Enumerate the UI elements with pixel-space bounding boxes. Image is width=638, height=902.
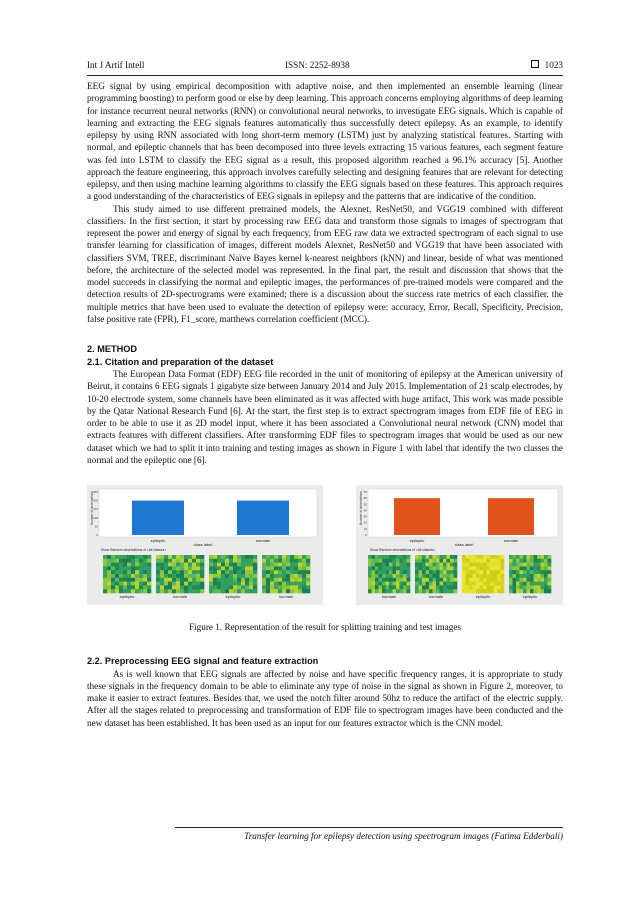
footer-rule bbox=[175, 827, 563, 828]
right-sample-label-1: normale bbox=[381, 594, 397, 599]
paragraph-1: EEG signal by using empirical decomposition with adaptive noise, and then implemented an ensemble learning (linear programming boosting) to perform good or else by deep learning. This approach concerns employing algorithms of deep learning for instance recurrent neural networks (RNN) or convolutional neural networks, to investigate EEG signals. Which is capable of learning and extracting the EEG signals features automatically thus successfully detect epilepsy. As an example, to identify epilepsy by using RNN associated with long short-term memory (LSTM) just by analyzing statistical features. Starting with normal, and epileptic channels that has been decomposed into three levels extracting 15 various features, each segment feature was fed into LSTM to classify the EEG signal as a result, this proposed algorithm reached a 96.1% accuracy [5]. Another approach the feature engineering, this approach involves carefully selecting and designing features that are relevant for detecting epilepsy, and then using machine learning algorithms to classify the EEG signals based on these features. This approach requires a good understanding of the characteristics of EEG signals in epilepsy and the patterns that are indicative of the condition. bbox=[87, 81, 563, 202]
paper-body bbox=[87, 80, 563, 729]
right-sample-label-2: normale bbox=[428, 594, 444, 599]
header-rule bbox=[87, 75, 563, 76]
figure-1-caption: Figure 1. Representation of the result for splitting training and test images bbox=[189, 622, 461, 632]
right-spectrogram-thumb-3 bbox=[462, 555, 504, 593]
left-spectrogram-thumb-1 bbox=[103, 555, 151, 593]
left-bar-label-normale: normale bbox=[255, 538, 271, 543]
left-sample-label-4: normale bbox=[278, 594, 294, 599]
page-number: 1023 bbox=[544, 60, 563, 70]
right-spectrogram-thumb-1 bbox=[368, 555, 410, 593]
left-bar-normale bbox=[237, 501, 289, 535]
right-samples-title: Show Random observations of <All classes> bbox=[370, 548, 436, 552]
right-y-tick-20: 20 bbox=[363, 520, 367, 525]
right-sample-label-4: epileptic bbox=[522, 594, 538, 599]
left-bar-epileptic bbox=[132, 501, 184, 535]
left-bar-label-epileptic: epileptic bbox=[150, 538, 166, 543]
left-spectrogram-thumb-3 bbox=[209, 555, 257, 593]
right-y-tick-70: 70 bbox=[363, 490, 367, 494]
right-spectrogram-thumb-2 bbox=[415, 555, 457, 593]
right-bar-normale bbox=[488, 498, 534, 535]
figure-panel-right bbox=[356, 485, 563, 605]
right-y-tick-40: 40 bbox=[363, 508, 367, 513]
right-panel-svg bbox=[356, 485, 563, 605]
left-y-tick-100: 100 bbox=[92, 515, 98, 520]
right-bar-label-normale: normale bbox=[503, 538, 519, 543]
right-y-tick-30: 30 bbox=[363, 514, 367, 519]
subsection-heading-preprocessing: 2.2. Preprocessing EEG signal and feature extraction bbox=[87, 656, 319, 666]
subsection-heading-dataset: 2.1. Citation and preparation of the dataset bbox=[87, 356, 274, 367]
left-spectrogram-thumb-2 bbox=[156, 555, 204, 593]
left-xlabel: class label bbox=[193, 542, 213, 547]
left-sample-label-1: epileptic bbox=[119, 594, 135, 599]
paragraph-2: This study aimed to use different pretrained models, the Alexnet, ResNet50, and VGG19 combined with different classifiers. In the first section, it start by processing raw EEG data and transform those signals to images of spectrogram that represent the power and energy of signal by each frequency, from EEG raw data we extracted spectrogram of each signal to use transfer learning for classification of images, different models Alexnet, ResNet50 and VGG19 that have been associated with classifiers SVM, TREE, discriminant Naïve Bayes kernel k-nearest neighbors (kNN) and linear, beside of what was mentioned before, the architecture of the selected model was represented. In the final part, the result and discussion that shows that the model succeeds in classifying the normal and epileptic images, the performances of pre-trained models were compared and the detection results of 2D-spectrograms were examined; there is a discussion about the success rate metrics of each classifier. the multiple metrics that have been used to evaluate the detection of epilepsy were: accuracy, Error, Recall, Specificity, Precision, false positive rate (FPR), F1_score, matthews correlation coefficient (MCC). bbox=[87, 203, 563, 324]
figure-1 bbox=[87, 485, 563, 605]
left-y-tick-250: 250 bbox=[92, 490, 98, 494]
left-panel-svg bbox=[87, 485, 323, 605]
right-y-tick-50: 50 bbox=[363, 502, 367, 507]
right-y-tick-10: 10 bbox=[363, 526, 367, 531]
page-number-block bbox=[531, 60, 563, 70]
left-y-tick-50: 50 bbox=[94, 524, 98, 529]
left-y-tick-0: 0 bbox=[96, 533, 98, 537]
right-xlabel: class label bbox=[454, 542, 474, 547]
left-sample-label-2: normale bbox=[172, 594, 188, 599]
checkbox-square-icon bbox=[531, 60, 539, 68]
right-sample-label-3: epileptic bbox=[475, 594, 491, 599]
running-footer: Transfer learning for epilepsy detection using spectrogram images (Fatima Edderbali) bbox=[244, 831, 563, 841]
issn: ISSN: 2252-8938 bbox=[285, 60, 350, 70]
left-y-tick-200: 200 bbox=[92, 498, 98, 503]
left-ylabel: Number of observations bbox=[90, 491, 94, 525]
right-spectrogram-thumb-4 bbox=[509, 555, 551, 593]
right-y-tick-0: 0 bbox=[365, 533, 367, 537]
journal-name: Int J Artif Intell bbox=[87, 60, 145, 70]
running-header bbox=[87, 60, 563, 74]
left-spectrogram-thumb-4 bbox=[262, 555, 310, 593]
left-y-tick-150: 150 bbox=[92, 507, 98, 512]
figure-panel-left bbox=[87, 485, 323, 605]
right-bar-epileptic bbox=[394, 498, 440, 535]
right-bar-label-epileptic: epileptic bbox=[409, 538, 425, 543]
left-samples-title: Show Random observations of <All classes> bbox=[101, 548, 167, 552]
right-ylabel: Number of observations bbox=[359, 491, 363, 525]
section-heading-method: 2. METHOD bbox=[87, 344, 138, 354]
paragraph-3: The European Data Format (EDF) EEG file recorded in the unit of monitoring of epilepsy at the American university of Beirut, it contains 6 EEG signals 1 gigabyte size between January 2014 and July 2015. Implementation of 21 scalp electrodes, by 10-20 electrode system, some channels have been eliminated as it was affected with huge artifact, This work was made possible by the Qatar National Research Fund [6]. At the start, the first step is to extract spectrogram images from EDF file of EEG in order to be able to use it as 2D model input, where it has been associated a Convolutional neural network (CNN) model that extracts features with different classifiers. After transforming EDF files to spectrogram images that would be used as our new dataset which we had to split it into training and testing images as shown in Figure 1 with label that identify the two classes the normal and the epileptic one [6]. bbox=[87, 369, 563, 465]
left-sample-label-3: epileptic bbox=[225, 594, 241, 599]
right-y-tick-60: 60 bbox=[363, 496, 367, 501]
paragraph-4: As is well known that EEG signals are affected by noise and have specific frequency ranges, it is appropriate to study these signals in the frequency domain to be able to eliminate any type of noise in the signal as shown in Figure 2, moreover, to make it easier to extract features. Besides that, we used the notch filter around 50hz to reduce the artifact of the electric supply. After all the stages related to preprocessing and transformation of EDF file to spectrogram images have been conducted and the new dataset has been established. It has been used as an input for our features extractor which is the CNN model. bbox=[87, 668, 563, 728]
